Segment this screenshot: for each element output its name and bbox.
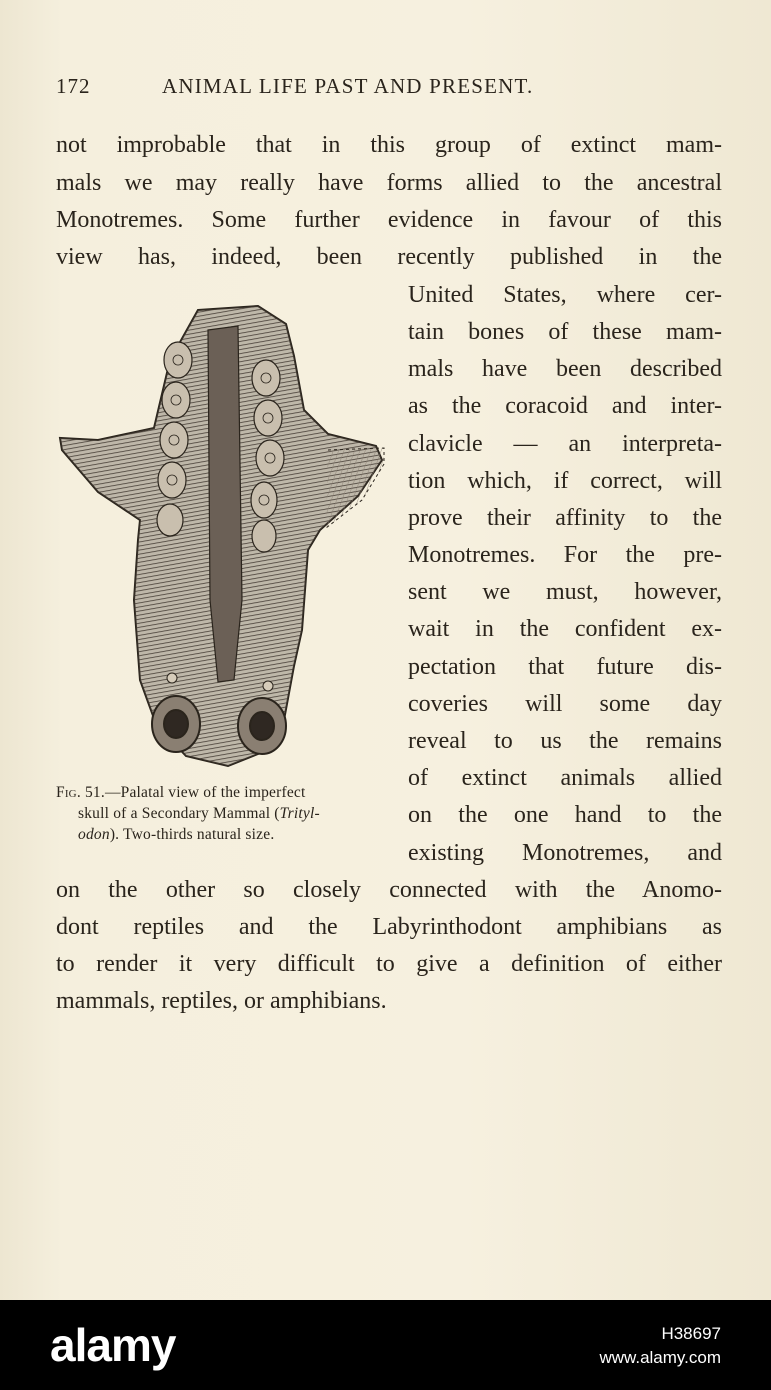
- text-line: as the coracoid and inter-: [408, 393, 722, 419]
- caption-line: [56, 824, 394, 845]
- figure-label: Fig. 51.: [56, 784, 105, 801]
- image-id: H38697: [661, 1324, 721, 1343]
- genus-name: Trityl-: [279, 805, 320, 822]
- skull-engraving: [58, 300, 392, 772]
- text-line: pectation that future dis-: [408, 654, 722, 680]
- skull-illustration: [58, 300, 392, 772]
- text-line: on the one hand to the: [408, 802, 722, 828]
- figure-caption: [56, 782, 394, 845]
- text-line: reveal to us the remains: [408, 728, 722, 754]
- text-line: mals have been described: [408, 356, 722, 382]
- text-line: sent we must, however,: [408, 579, 722, 605]
- caption-text: ). Two-thirds natural size.: [109, 826, 275, 843]
- genus-name: odon: [78, 826, 110, 843]
- text-line: Monotremes. For the pre-: [408, 542, 722, 568]
- caption-text: —Palatal view of the imperfect: [104, 784, 306, 801]
- site-url: www.alamy.com: [599, 1348, 721, 1367]
- text-line: clavicle — an interpreta-: [408, 431, 722, 457]
- text-line: Monotremes. Some further evidence in favour of this: [56, 207, 722, 233]
- text-line: of extinct animals allied: [408, 765, 722, 791]
- text-line: mals we may really have forms allied to the ancestral: [56, 170, 722, 196]
- alamy-logo: alamy: [50, 1319, 176, 1371]
- text-line: wait in the confident ex-: [408, 616, 722, 642]
- text-line: prove their affinity to the: [408, 505, 722, 531]
- text-line: coveries will some day: [408, 691, 722, 717]
- text-line: existing Monotremes, and: [408, 840, 722, 866]
- text-line: to render it very difficult to give a definition of either: [56, 951, 722, 977]
- text-line: United States, where cer-: [408, 282, 722, 308]
- text-line: on the other so closely connected with the Anomo-: [56, 877, 722, 903]
- text-line: dont reptiles and the Labyrinthodont amphibians as: [56, 914, 722, 940]
- text-line: view has, indeed, been recently published in the: [56, 244, 722, 270]
- text-line: tain bones of these mam-: [408, 319, 722, 345]
- page-number: 172: [56, 74, 91, 98]
- page-header: [56, 74, 726, 104]
- text-line: not improbable that in this group of extinct mam-: [56, 132, 722, 158]
- text-line: mammals, reptiles, or amphibians.: [56, 988, 387, 1014]
- caption-line: [56, 782, 394, 803]
- text-line: tion which, if correct, will: [408, 468, 722, 494]
- caption-text: skull of a Secondary Mammal (: [78, 805, 280, 822]
- running-title: ANIMAL LIFE PAST AND PRESENT.: [162, 74, 534, 98]
- caption-line: [56, 803, 394, 824]
